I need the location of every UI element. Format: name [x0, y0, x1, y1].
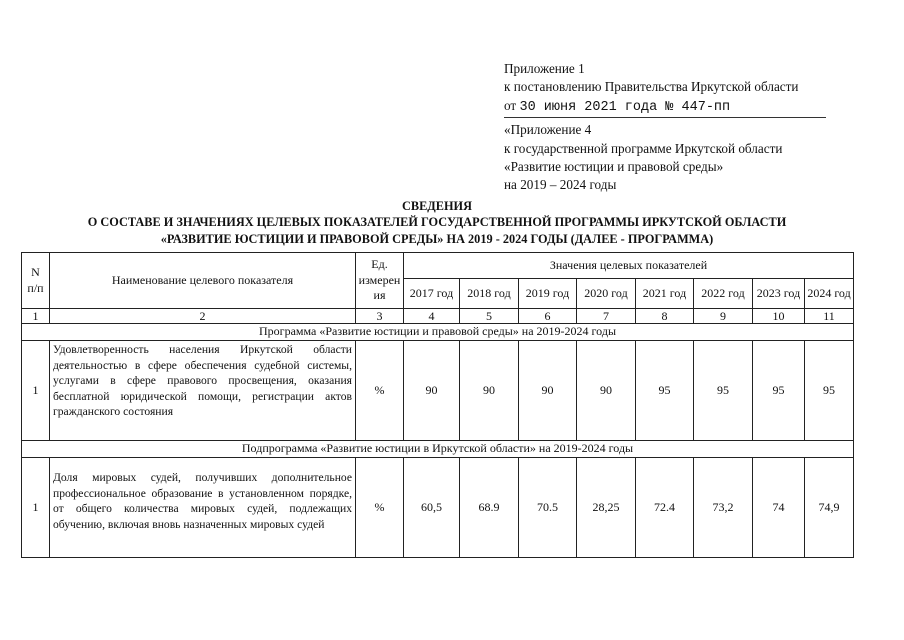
header-num: N п/п: [22, 253, 50, 309]
column-number: 10: [753, 309, 805, 324]
column-number: 2: [50, 309, 356, 324]
indicator-name: Удовлетворенность населения Иркутской области деятельностью в сфере обеспечения судебной системы, услугами в сфере правового просвещения, оказания бесплатной юридической помощи, регистрации актов гражданского состояния: [50, 341, 356, 441]
indicators-table: [21, 252, 854, 558]
row-number: 1: [22, 341, 50, 441]
value-cell: 95: [805, 341, 854, 441]
value-cell: 74,9: [805, 458, 854, 558]
header-indicator-name: Наименование целевого показателя: [50, 253, 356, 309]
header-values: Значения целевых показателей: [404, 253, 854, 279]
header-year: 2023 год: [753, 279, 805, 309]
header-row-1: [22, 253, 854, 279]
section-row-program: [22, 324, 854, 341]
header-year: 2022 год: [694, 279, 753, 309]
resolution-date-typed: 30 июня 2021 года № 447-пп: [519, 99, 731, 115]
header-year: 2020 год: [577, 279, 636, 309]
program-name: «Развитие юстиции и правовой среды»: [504, 159, 724, 175]
row-number: 1: [22, 458, 50, 558]
title-line-2: О СОСТАВЕ И ЗНАЧЕНИЯХ ЦЕЛЕВЫХ ПОКАЗАТЕЛЕЙ ГОСУДАРСТВЕННОЙ ПРОГРАММЫ ИРКУТСКОЙ ОБЛАСТИ: [87, 215, 787, 230]
column-number: 11: [805, 309, 854, 324]
program-reference: к государственной программе Иркутской области: [504, 140, 783, 156]
resolution-date-line: [504, 97, 826, 118]
value-cell: 90: [460, 341, 519, 441]
value-cell: 70.5: [519, 458, 577, 558]
appendix-header: [504, 60, 834, 195]
header-year: 2018 год: [460, 279, 519, 309]
document-title: [22, 198, 852, 247]
value-cell: 95: [636, 341, 694, 441]
column-number: 5: [460, 309, 519, 324]
section-title: Подпрограмма «Развитие юстиции в Иркутской области» на 2019-2024 годы: [22, 441, 854, 458]
column-number: 9: [694, 309, 753, 324]
resolution-reference: к постановлению Правительства Иркутской области: [504, 79, 799, 95]
column-number-row: [22, 309, 854, 324]
value-cell: 90: [577, 341, 636, 441]
header-year: 2019 год: [519, 279, 577, 309]
table-row: [22, 341, 854, 441]
column-number: 3: [356, 309, 404, 324]
header-unit: Ед. измерен ия: [356, 253, 404, 309]
value-cell: 28,25: [577, 458, 636, 558]
header-year: 2021 год: [636, 279, 694, 309]
indicator-name: Доля мировых судей, получивших дополнительное профессиональное образование в установленном порядке, от общего количества мировых судей, подлежащих обучению, включая вновь назначенных мировых судей: [50, 458, 356, 558]
column-number: 7: [577, 309, 636, 324]
value-cell: 74: [753, 458, 805, 558]
value-cell: 90: [404, 341, 460, 441]
date-prefix: от: [504, 97, 517, 113]
value-cell: 95: [694, 341, 753, 441]
column-number: 8: [636, 309, 694, 324]
value-cell: 68.9: [460, 458, 519, 558]
title-line-3: «РАЗВИТИЕ ЮСТИЦИИ И ПРАВОВОЙ СРЕДЫ» НА 2019 - 2024 ГОДЫ (ДАЛЕЕ - ПРОГРАММА): [160, 231, 714, 246]
value-cell: 72.4: [636, 458, 694, 558]
column-number: 1: [22, 309, 50, 324]
section-row-subprogram: [22, 441, 854, 458]
program-years: на 2019 – 2024 годы: [504, 177, 617, 193]
appendix4-label: «Приложение 4: [504, 122, 592, 138]
column-number: 6: [519, 309, 577, 324]
value-cell: 95: [753, 341, 805, 441]
table-row: [22, 458, 854, 558]
title-line-1: СВЕДЕНИЯ: [402, 199, 472, 213]
header-year: 2017 год: [404, 279, 460, 309]
unit-cell: %: [356, 341, 404, 441]
column-number: 4: [404, 309, 460, 324]
value-cell: 73,2: [694, 458, 753, 558]
value-cell: 90: [519, 341, 577, 441]
value-cell: 60,5: [404, 458, 460, 558]
section-title: Программа «Развитие юстиции и правовой среды» на 2019-2024 годы: [22, 324, 854, 341]
header-year: 2024 год: [805, 279, 854, 309]
appendix-number: Приложение 1: [504, 61, 585, 76]
unit-cell: %: [356, 458, 404, 558]
